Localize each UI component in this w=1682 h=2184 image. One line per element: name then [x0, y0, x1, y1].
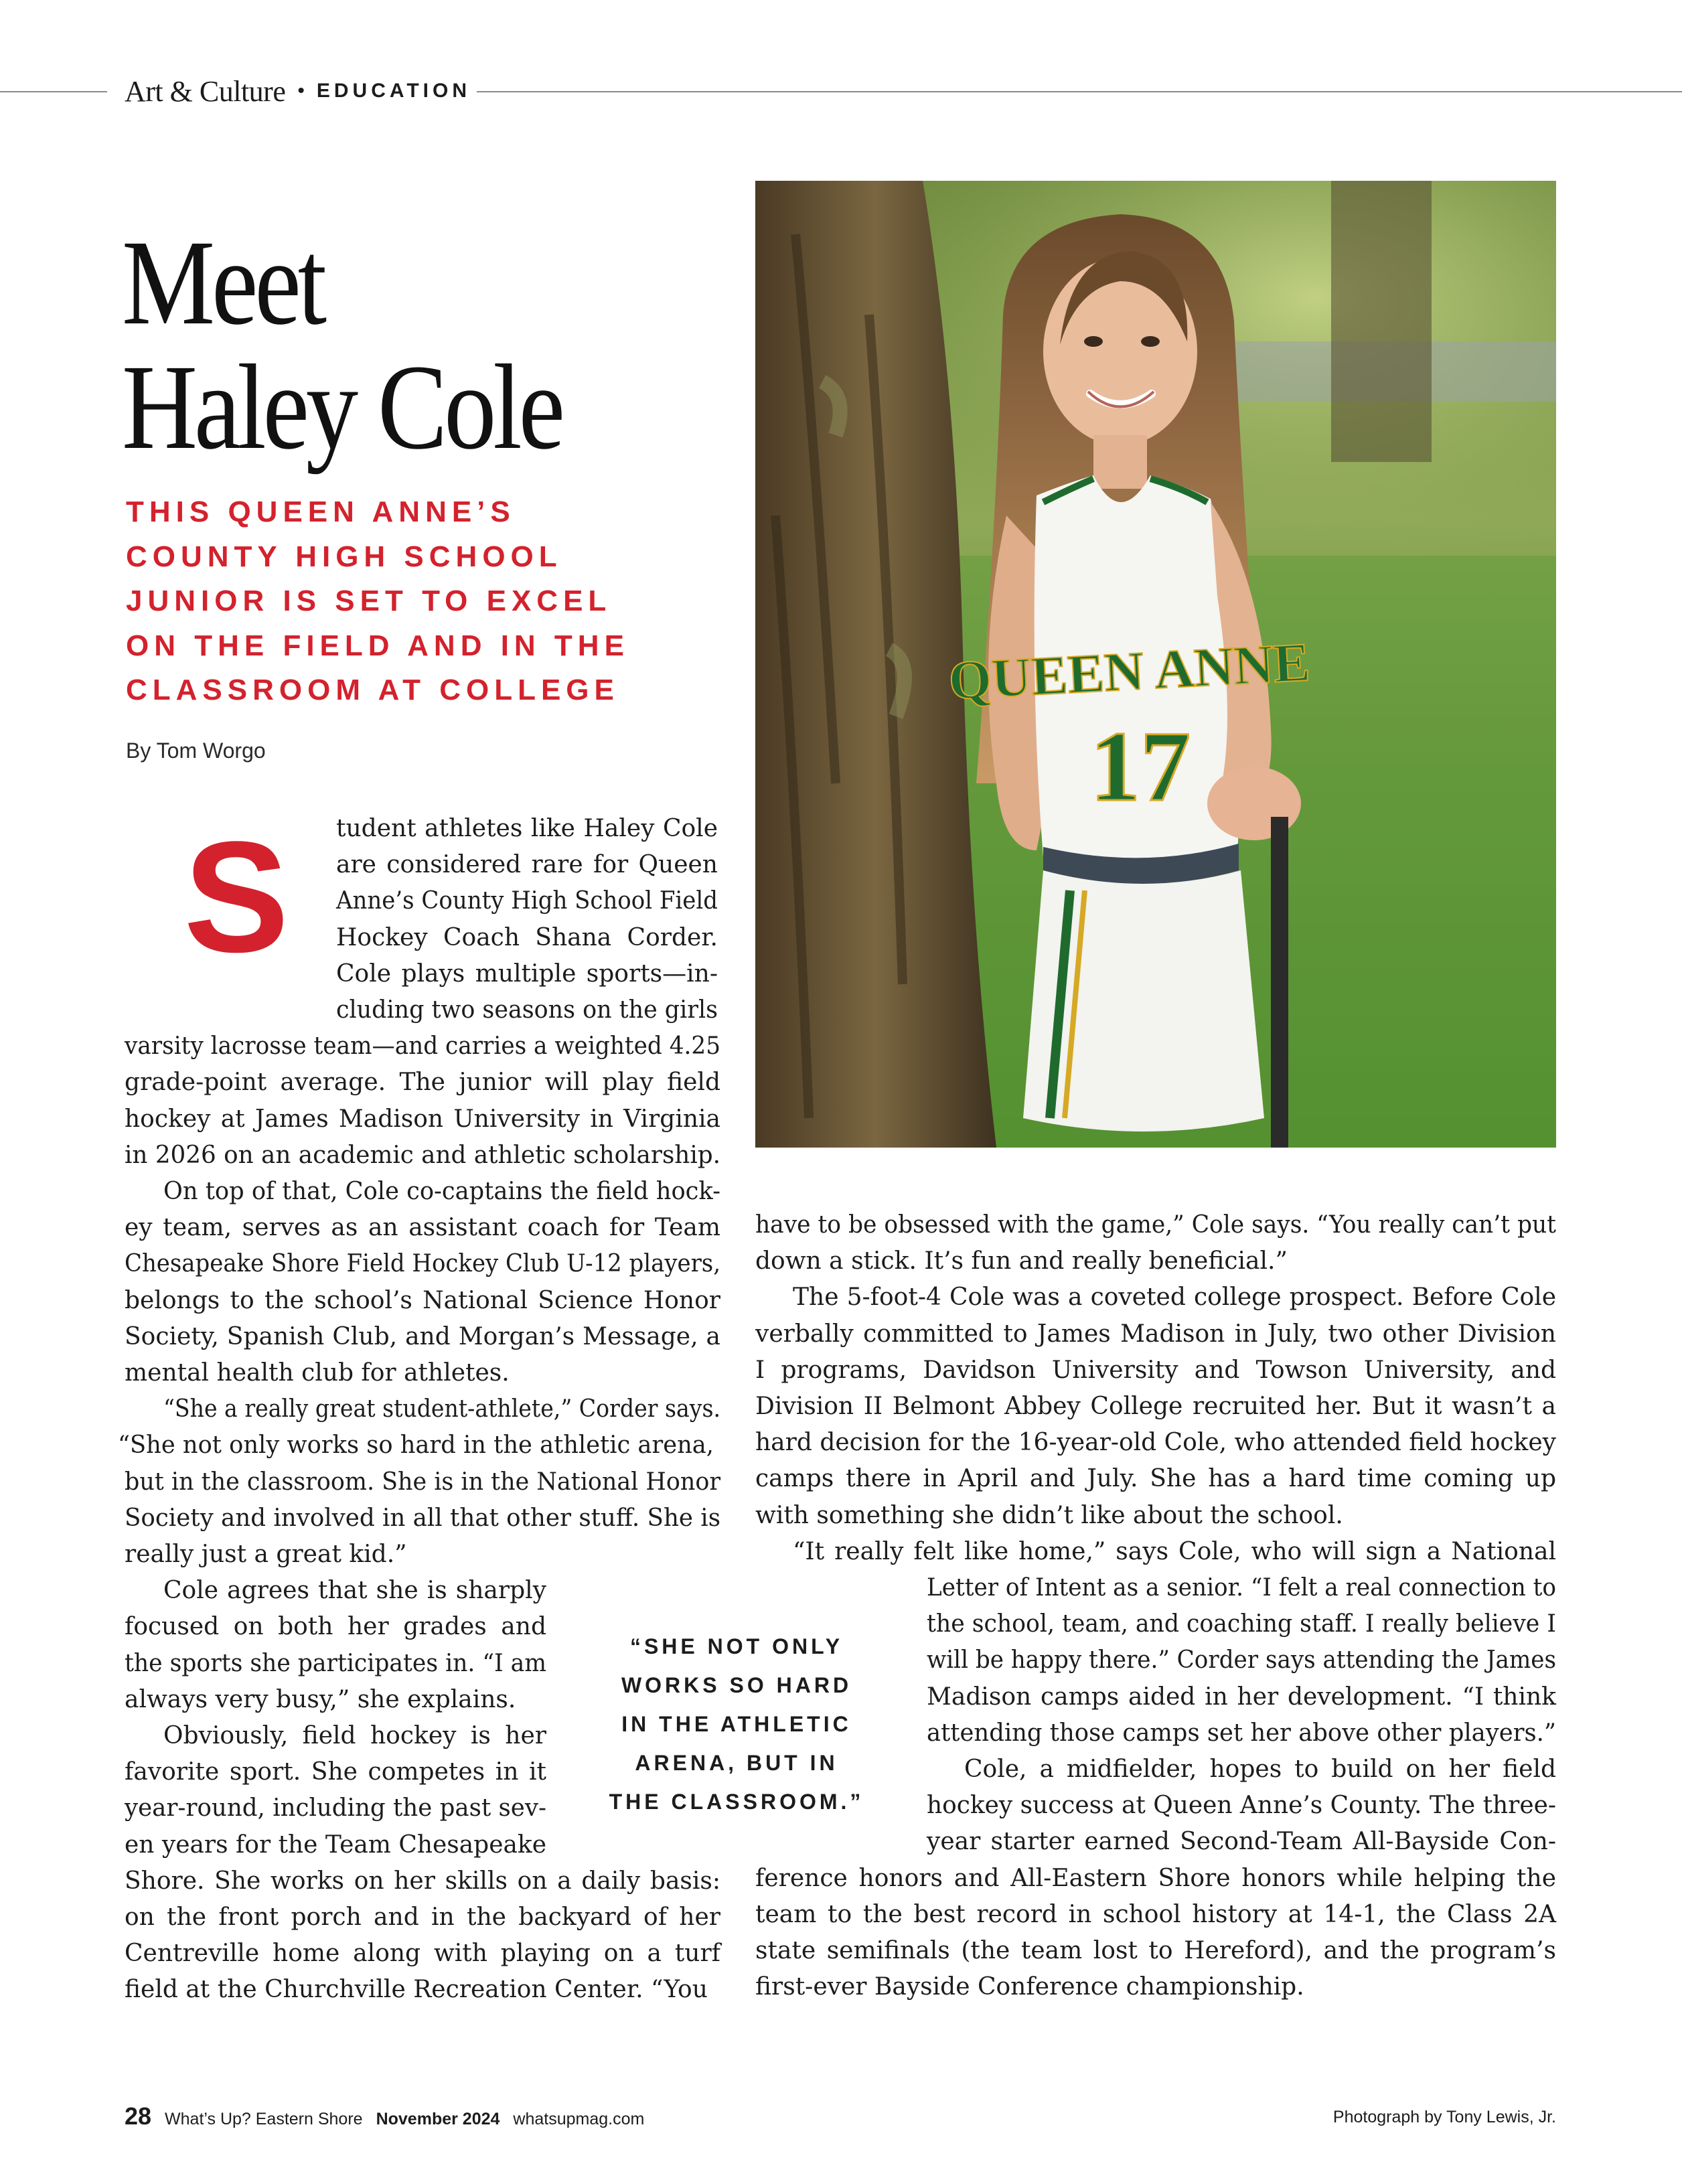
body-line: team to the best record in school history at 14-1, the Class 2A: [755, 1900, 1556, 1928]
body-line: focused on both her grades and: [125, 1613, 546, 1641]
body-line: first-ever Bayside Conference championship.: [755, 1973, 1304, 2001]
body-line: field at the Churchville Recreation Center. “You: [125, 1976, 708, 2004]
body-line: Centreville home along with playing on a turf: [125, 1940, 720, 1968]
dek-line: THIS QUEEN ANNE’S: [126, 495, 516, 528]
body-line: On top of that, Cole co-captains the field hock-: [163, 1178, 720, 1205]
pull-quote-line: WORKS SO HARD: [621, 1673, 852, 1697]
jersey-number: 17: [1090, 711, 1191, 822]
website: whatsupmag.com: [513, 2110, 645, 2128]
body-line: are considered rare for Queen: [336, 851, 718, 879]
body-line: Society and involved in all that other stuff. She is: [125, 1504, 720, 1532]
body-line: year starter earned Second-Team All-Bayside Con-: [927, 1828, 1556, 1856]
body-line: in 2026 on an academic and athletic scholarship.: [125, 1141, 720, 1169]
body-line: down a stick. It’s fun and really beneficial.”: [755, 1247, 1288, 1275]
body-line: grade-point average. The junior will play field: [125, 1069, 720, 1097]
body-line: state semifinals (the team lost to Hereford), and the program’s: [755, 1937, 1556, 1964]
subsection-name: EDUCATION: [316, 80, 471, 102]
dek-line: ON THE FIELD AND IN THE: [126, 629, 629, 662]
body-line: en years for the Team Chesapeake: [125, 1830, 546, 1859]
body-line: always very busy,” she explains.: [125, 1685, 516, 1713]
pull-quote-line: ARENA, BUT IN: [635, 1751, 838, 1775]
body-line: Shore. She works on her skills on a daily basis:: [125, 1867, 720, 1895]
issue-date: November 2024: [376, 2110, 500, 2128]
byline: By Tom Worgo: [126, 738, 266, 763]
dek-line: JUNIOR IS SET TO EXCEL: [126, 584, 612, 617]
body-line: “She a really great student-athlete,” Corder says.: [163, 1395, 720, 1423]
body-line: the sports she participates in. “I am: [125, 1649, 546, 1677]
body-line: Letter of Intent as a senior. “I felt a real connection to: [927, 1574, 1556, 1602]
body-line: with something she didn’t like about the school.: [755, 1501, 1343, 1529]
body-line: but in the classroom. She is in the National Honor: [125, 1468, 720, 1496]
pull-quote-line: “SHE NOT ONLY: [629, 1634, 844, 1658]
photo-credit: Photograph by Tony Lewis, Jr.: [1332, 2108, 1556, 2126]
section-separator: •: [297, 80, 305, 102]
body-line: Chesapeake Shore Field Hockey Club U-12 players,: [125, 1250, 720, 1278]
body-line: belongs to the school’s National Science Honor: [125, 1286, 720, 1314]
body-line: Cole, a midfielder, hopes to build on her field: [964, 1756, 1556, 1783]
body-line: verbally committed to James Madison in July, two other Division: [755, 1320, 1556, 1348]
article-dek: [126, 490, 729, 713]
section-name: Art & Culture: [125, 74, 286, 108]
dek-line: CLASSROOM AT COLLEGE: [126, 674, 619, 706]
body-line: year-round, including the past sev-: [125, 1794, 546, 1822]
body-line: Society, Spanish Club, and Morgan’s Message, a: [125, 1322, 720, 1350]
body-line: have to be obsessed with the game,” Cole says. “You really can’t put: [755, 1211, 1556, 1239]
body-line: ey team, serves as an assistant coach for Team: [125, 1214, 720, 1242]
page-number: 28: [125, 2102, 152, 2130]
body-line: hockey success at Queen Anne’s County. The three-: [927, 1792, 1556, 1820]
section-header: [125, 71, 471, 111]
body-line: The 5-foot-4 Cole was a coveted college prospect. Before Cole: [793, 1283, 1556, 1312]
jersey-text: QUEEN ANNE: [947, 631, 1312, 712]
body-line: cluding two seasons on the girls: [336, 996, 718, 1024]
body-line: hard decision for the 16-year-old Cole, who attended field hockey: [755, 1429, 1556, 1457]
body-line: on the front porch and in the backyard of her: [125, 1903, 720, 1931]
photo-illustration: [755, 181, 1556, 1148]
page-footer: [125, 2102, 644, 2129]
header-rule-right: [477, 91, 1682, 92]
body-line: Cole plays multiple sports—in-: [336, 959, 718, 988]
body-line: the school, team, and coaching staff. I really believe I: [927, 1610, 1556, 1638]
body-line: tudent athletes like Haley Cole: [336, 815, 718, 842]
article-title: [122, 216, 640, 475]
body-line: Hockey Coach Shana Corder.: [336, 923, 718, 951]
magazine-name: What’s Up? Eastern Shore: [165, 2110, 363, 2128]
body-line: Division II Belmont Abbey College recruited her. But it wasn’t a: [755, 1393, 1556, 1420]
body-line: camps there in April and July. She has a hard time coming up: [755, 1465, 1556, 1493]
body-line: hockey at James Madison University in Virginia: [125, 1105, 720, 1133]
body-line: Anne’s County High School Field: [336, 887, 718, 915]
title-line: Haley Cole: [122, 340, 562, 475]
body-line: Cole agrees that she is sharply: [163, 1577, 546, 1605]
body-line: favorite sport. She competes in it: [125, 1758, 546, 1786]
article-photo: [755, 181, 1556, 1148]
body-line: varsity lacrosse team—and carries a weighted 4.25: [125, 1032, 720, 1061]
body-line: I programs, Davidson University and Towson University, and: [755, 1356, 1556, 1384]
body-line: Madison camps aided in her development. “I think: [927, 1683, 1556, 1711]
dek-line: COUNTY HIGH SCHOOL: [126, 540, 562, 573]
body-line: Obviously, field hockey is her: [163, 1722, 546, 1749]
body-line: will be happy there.” Corder says attending the James: [927, 1646, 1556, 1674]
pull-quote: [583, 1627, 891, 1821]
title-line: Meet: [122, 216, 323, 350]
body-line: mental health club for athletes.: [125, 1359, 510, 1387]
header-rule-left: [0, 91, 107, 92]
body-line: ference honors and All-Eastern Shore honors while helping the: [755, 1864, 1556, 1892]
body-line: “It really felt like home,” says Cole, who will sign a National: [793, 1537, 1556, 1565]
body-line: really just a great kid.”: [125, 1541, 407, 1568]
body-line: attending those camps set her above other players.”: [927, 1719, 1556, 1747]
pull-quote-line: THE CLASSROOM.”: [609, 1790, 864, 1814]
pull-quote-line: IN THE ATHLETIC: [621, 1712, 852, 1736]
drop-cap: S: [183, 809, 289, 986]
body-line: “She not only works so hard in the athletic arena,: [118, 1431, 714, 1460]
